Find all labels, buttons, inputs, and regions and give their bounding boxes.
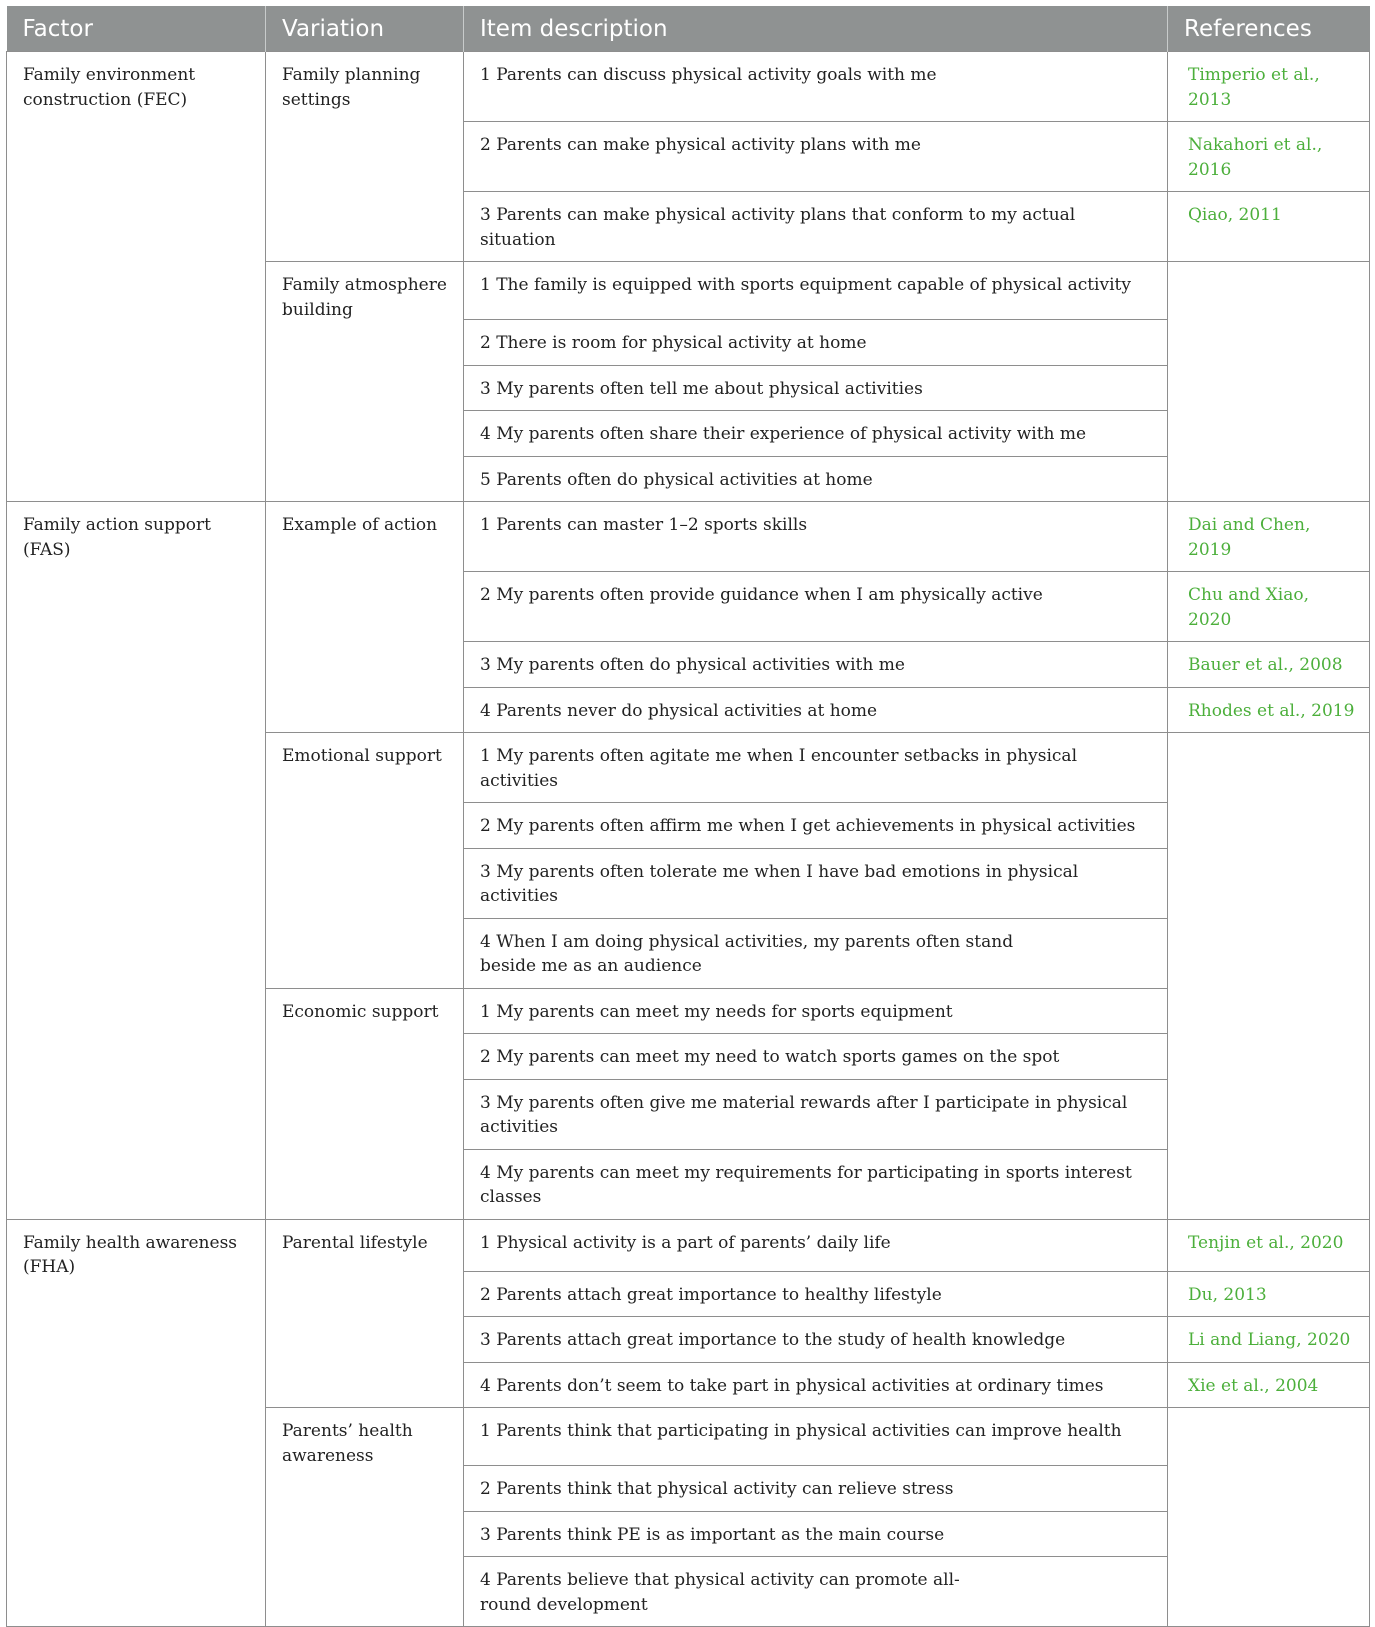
reference-empty-cell — [1168, 262, 1370, 502]
item-cell: 4 Parents don’t seem to take part in physical activities at ordinary times — [464, 1362, 1168, 1408]
header-references: References — [1168, 6, 1370, 52]
item-cell: 3 Parents attach great importance to the study of health knowledge — [464, 1317, 1168, 1363]
item-cell: 3 My parents often give me material rewards after I participate in physical activities — [464, 1079, 1168, 1149]
variation-cell: Example of action — [266, 502, 464, 733]
header-factor: Factor — [7, 6, 266, 52]
variation-cell: Family planning settings — [266, 52, 464, 262]
item-cell: 2 Parents can make physical activity plans with me — [464, 122, 1168, 192]
table-row — [7, 1219, 1370, 1271]
variation-cell: Emotional support — [266, 733, 464, 989]
factor-cell: Family action support (FAS) — [7, 502, 266, 1220]
item-cell: 1 The family is equipped with sports equipment capable of physical activity — [464, 262, 1168, 320]
item-cell: 4 Parents never do physical activities at home — [464, 687, 1168, 733]
item-cell: 3 My parents often tolerate me when I have bad emotions in physical activities — [464, 848, 1168, 918]
reference-link[interactable]: Bauer et al., 2008 — [1168, 642, 1370, 688]
item-cell: 1 Parents think that participating in physical activities can improve health — [464, 1408, 1168, 1466]
item-cell: 2 There is room for physical activity at home — [464, 320, 1168, 366]
header-item-description: Item description — [464, 6, 1168, 52]
table-row — [7, 502, 1370, 572]
reference-link[interactable]: Rhodes et al., 2019 — [1168, 687, 1370, 733]
reference-link[interactable]: Nakahori et al., 2016 — [1168, 122, 1370, 192]
factor-cell: Family health awareness (FHA) — [7, 1219, 266, 1627]
variation-cell: Parental lifestyle — [266, 1219, 464, 1408]
reference-link[interactable]: Qiao, 2011 — [1168, 192, 1370, 262]
reference-empty-cell — [1168, 1408, 1370, 1627]
item-cell: 1 Parents can discuss physical activity goals with me — [464, 52, 1168, 122]
item-cell: 1 Parents can master 1–2 sports skills — [464, 502, 1168, 572]
variation-cell: Family atmosphere building — [266, 262, 464, 502]
item-cell: 1 Physical activity is a part of parents’ daily life — [464, 1219, 1168, 1271]
item-cell: 3 Parents can make physical activity plans that conform to my actual situation — [464, 192, 1168, 262]
reference-link[interactable]: Du, 2013 — [1168, 1271, 1370, 1317]
reference-link[interactable]: Tenjin et al., 2020 — [1168, 1219, 1370, 1271]
item-cell: 2 Parents think that physical activity can relieve stress — [464, 1466, 1168, 1512]
header-variation: Variation — [266, 6, 464, 52]
item-cell: 2 My parents often affirm me when I get achievements in physical activities — [464, 803, 1168, 849]
item-cell: 4 When I am doing physical activities, my parents often stand beside me as an audience — [464, 918, 1168, 988]
item-cell: 3 My parents often tell me about physical activities — [464, 365, 1168, 411]
variation-cell: Parents’ health awareness — [266, 1408, 464, 1627]
item-cell: 4 Parents believe that physical activity can promote all-round development — [464, 1557, 1168, 1627]
item-cell: 2 Parents attach great importance to healthy lifestyle — [464, 1271, 1168, 1317]
item-cell: 1 My parents can meet my needs for sports equipment — [464, 988, 1168, 1034]
item-cell: 2 My parents often provide guidance when I am physically active — [464, 572, 1168, 642]
factor-table — [6, 6, 1370, 1627]
item-cell: 5 Parents often do physical activities at home — [464, 456, 1168, 502]
variation-cell: Economic support — [266, 988, 464, 1219]
reference-link[interactable]: Dai and Chen, 2019 — [1168, 502, 1370, 572]
item-cell: 2 My parents can meet my need to watch sports games on the spot — [464, 1034, 1168, 1080]
header-row — [7, 6, 1370, 52]
item-cell: 4 My parents often share their experience of physical activity with me — [464, 411, 1168, 457]
item-cell: 4 My parents can meet my requirements for participating in sports interest classes — [464, 1149, 1168, 1219]
reference-link[interactable]: Timperio et al., 2013 — [1168, 52, 1370, 122]
item-cell: 1 My parents often agitate me when I encounter setbacks in physical activities — [464, 733, 1168, 803]
reference-empty-cell — [1168, 733, 1370, 1220]
reference-link[interactable]: Chu and Xiao, 2020 — [1168, 572, 1370, 642]
table-row — [7, 52, 1370, 122]
reference-link[interactable]: Xie et al., 2004 — [1168, 1362, 1370, 1408]
item-cell: 3 My parents often do physical activities with me — [464, 642, 1168, 688]
item-cell: 3 Parents think PE is as important as the main course — [464, 1511, 1168, 1557]
reference-link[interactable]: Li and Liang, 2020 — [1168, 1317, 1370, 1363]
factor-cell: Family environment construction (FEC) — [7, 52, 266, 502]
